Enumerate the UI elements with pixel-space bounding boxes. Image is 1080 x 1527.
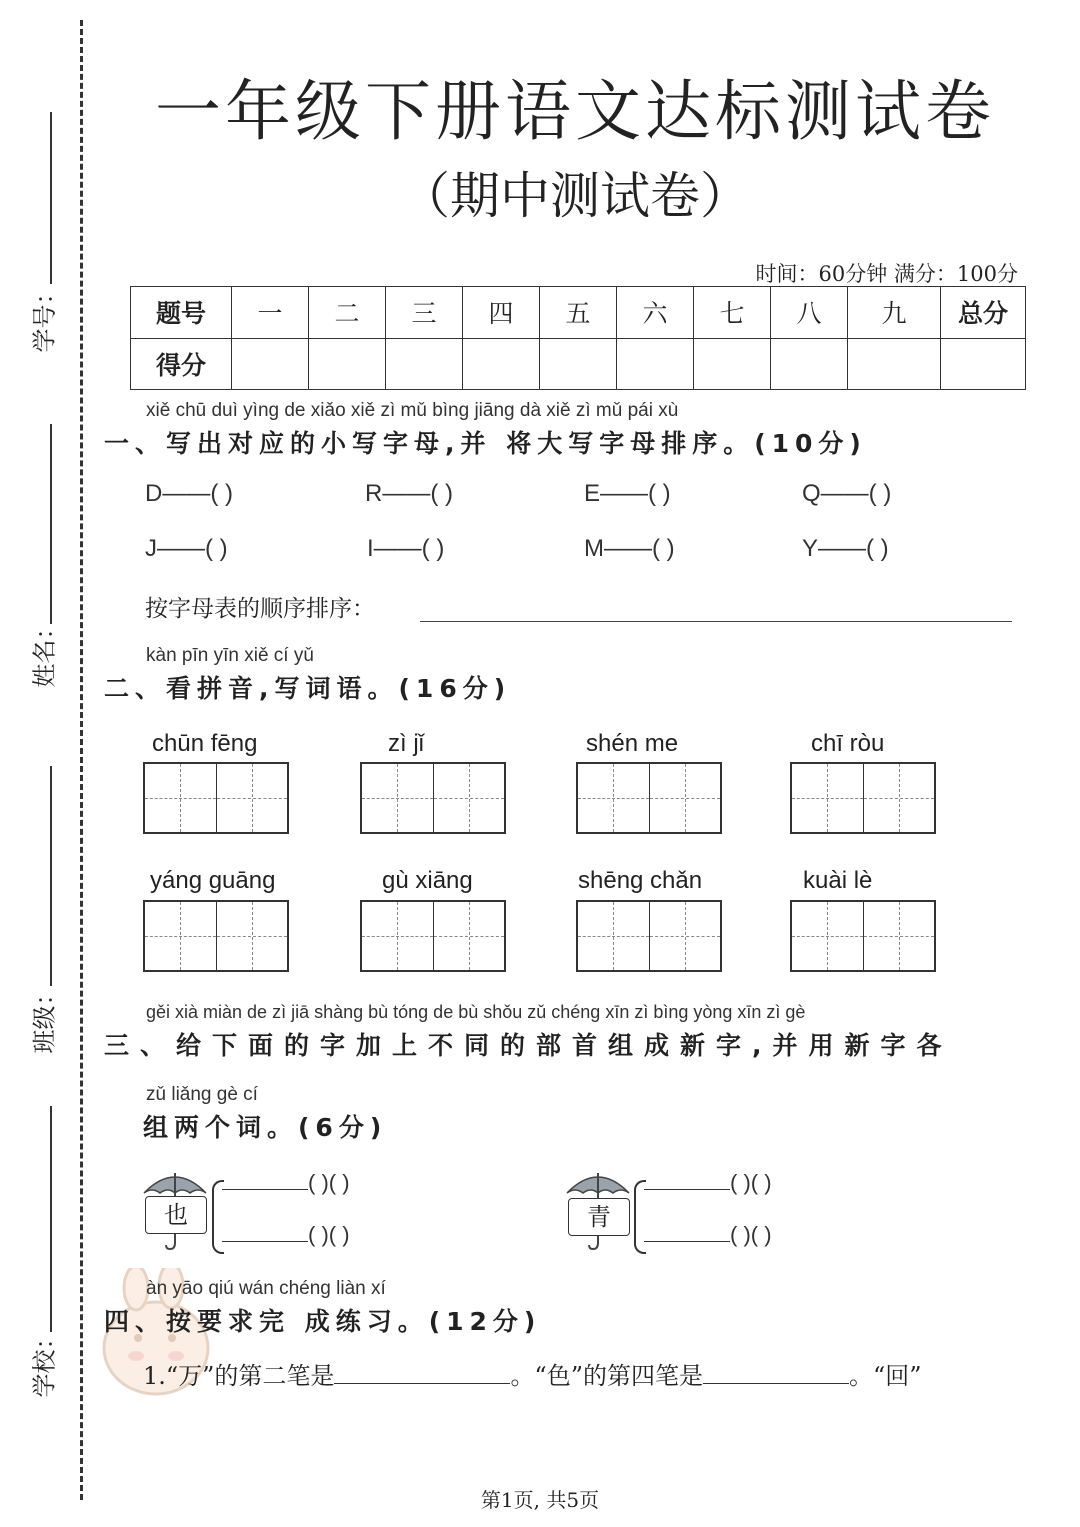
name-label: 姓名： bbox=[30, 615, 59, 688]
score-header-cell: 六 bbox=[617, 287, 694, 339]
sort-answer-line[interactable] bbox=[420, 621, 1012, 622]
score-cell[interactable] bbox=[386, 338, 463, 390]
writing-grid[interactable] bbox=[576, 900, 722, 972]
q3-pinyin-1: gěi xià miàn de zì jiā shàng bù tóng de bù shǒu zǔ chéng xīn zì bìng yòng xīn zì gè bbox=[146, 1002, 806, 1022]
score-row-label: 得分 bbox=[131, 338, 232, 390]
score-header-cell: 一 bbox=[232, 287, 309, 339]
pinyin-word: gù xiāng bbox=[382, 867, 473, 894]
writing-grid[interactable] bbox=[790, 900, 936, 972]
q1-pinyin: xiě chū duì yìng de xiǎo xiě zì mǔ bìng jiāng dà xiě zì mǔ pái xù bbox=[146, 400, 679, 421]
time-info: 时间：60分钟 满分：100分 bbox=[755, 262, 1018, 286]
score-cell[interactable] bbox=[540, 338, 617, 390]
score-header-cell: 七 bbox=[694, 287, 771, 339]
radical-char: 也 bbox=[145, 1196, 207, 1234]
answer-blank[interactable] bbox=[703, 1361, 849, 1384]
score-table-header-row bbox=[131, 287, 1026, 339]
student-no-line bbox=[50, 112, 52, 284]
score-cell[interactable] bbox=[617, 338, 694, 390]
score-cell[interactable] bbox=[848, 338, 941, 390]
writing-grid[interactable] bbox=[790, 762, 936, 834]
class-label: 班级： bbox=[30, 981, 59, 1054]
q1-heading: 一、写出对应的小写字母,并 将大写字母排序。(10分) bbox=[104, 429, 867, 458]
school-label: 学校： bbox=[30, 1325, 59, 1398]
q4-item-1-text-a: 1.“万”的第二笔是 bbox=[143, 1362, 335, 1390]
student-no-label: 学号： bbox=[30, 280, 59, 353]
answer-blank-row[interactable]: ( )( ) bbox=[644, 1170, 772, 1196]
school-line bbox=[50, 1106, 52, 1332]
answer-blank-row[interactable]: ( )( ) bbox=[222, 1222, 350, 1248]
score-table bbox=[130, 286, 1026, 390]
pinyin-word: kuài lè bbox=[803, 867, 873, 894]
writing-grid[interactable] bbox=[143, 762, 289, 834]
score-header-cell: 二 bbox=[309, 287, 386, 339]
pinyin-word: zì jǐ bbox=[388, 730, 424, 757]
letter-item[interactable]: J——( ) bbox=[145, 535, 228, 562]
score-table-score-row bbox=[131, 338, 1026, 390]
q2-pinyin: kàn pīn yīn xiě cí yǔ bbox=[146, 645, 314, 666]
q3-pinyin-2: zǔ liǎng gè cí bbox=[146, 1084, 258, 1105]
score-cell[interactable] bbox=[309, 338, 386, 390]
score-cell[interactable] bbox=[463, 338, 540, 390]
score-cell[interactable] bbox=[771, 338, 848, 390]
answer-blank[interactable] bbox=[334, 1361, 510, 1384]
page-footer: 第1页, 共5页 bbox=[480, 1488, 600, 1512]
page-title: 一年级下册语文达标测试卷 bbox=[155, 73, 995, 150]
pinyin-word: chūn fēng bbox=[152, 730, 258, 757]
score-header-cell: 九 bbox=[848, 287, 941, 339]
score-header-cell: 四 bbox=[463, 287, 540, 339]
pinyin-word: shēng chǎn bbox=[578, 867, 703, 894]
q4-heading: 四、按要求完 成练习。(12分) bbox=[104, 1307, 542, 1336]
pinyin-word: yáng guāng bbox=[150, 867, 276, 894]
q4-item-1-text-b: 。“色”的第四笔是 bbox=[510, 1362, 703, 1390]
name-line bbox=[50, 424, 52, 624]
answer-blank-row[interactable]: ( )( ) bbox=[644, 1222, 772, 1248]
pinyin-word: chī ròu bbox=[811, 730, 885, 757]
q3-heading-2: 组两个词。(6分) bbox=[143, 1113, 388, 1142]
q4-pinyin: àn yāo qiú wán chéng liàn xí bbox=[146, 1278, 386, 1299]
pinyin-word: shén me bbox=[586, 730, 679, 757]
q4-item-1 bbox=[143, 1356, 922, 1391]
letter-item[interactable]: R——( ) bbox=[365, 480, 453, 507]
writing-grid[interactable] bbox=[360, 762, 506, 834]
letter-item[interactable]: E——( ) bbox=[584, 480, 671, 507]
q3-heading-1: 三、给下面的字加上不同的部首组成新字,并用新字各 bbox=[104, 1031, 953, 1060]
score-header-cell: 八 bbox=[771, 287, 848, 339]
letter-item[interactable]: Q——( ) bbox=[802, 480, 892, 507]
score-cell[interactable] bbox=[941, 338, 1026, 390]
sort-label: 按字母表的顺序排序： bbox=[145, 596, 375, 622]
score-header-cell: 三 bbox=[386, 287, 463, 339]
radical-char: 青 bbox=[568, 1198, 630, 1236]
page-subtitle: （期中测试卷） bbox=[400, 167, 750, 225]
score-cell[interactable] bbox=[694, 338, 771, 390]
letter-item[interactable]: I——( ) bbox=[367, 535, 445, 562]
score-header-cell: 题号 bbox=[131, 287, 232, 339]
score-cell[interactable] bbox=[232, 338, 309, 390]
writing-grid[interactable] bbox=[576, 762, 722, 834]
binding-dashed-line bbox=[80, 20, 83, 1500]
class-line bbox=[50, 766, 52, 986]
score-header-cell: 五 bbox=[540, 287, 617, 339]
writing-grid[interactable] bbox=[360, 900, 506, 972]
letter-item[interactable]: M——( ) bbox=[584, 535, 675, 562]
q2-heading: 二、看拼音,写词语。(16分) bbox=[104, 674, 512, 703]
answer-blank-row[interactable]: ( )( ) bbox=[222, 1170, 350, 1196]
letter-item[interactable]: Y——( ) bbox=[802, 535, 889, 562]
letter-item[interactable]: D——( ) bbox=[145, 480, 233, 507]
writing-grid[interactable] bbox=[143, 900, 289, 972]
score-header-cell: 总分 bbox=[941, 287, 1026, 339]
q4-item-1-text-c: 。“回” bbox=[848, 1362, 922, 1390]
